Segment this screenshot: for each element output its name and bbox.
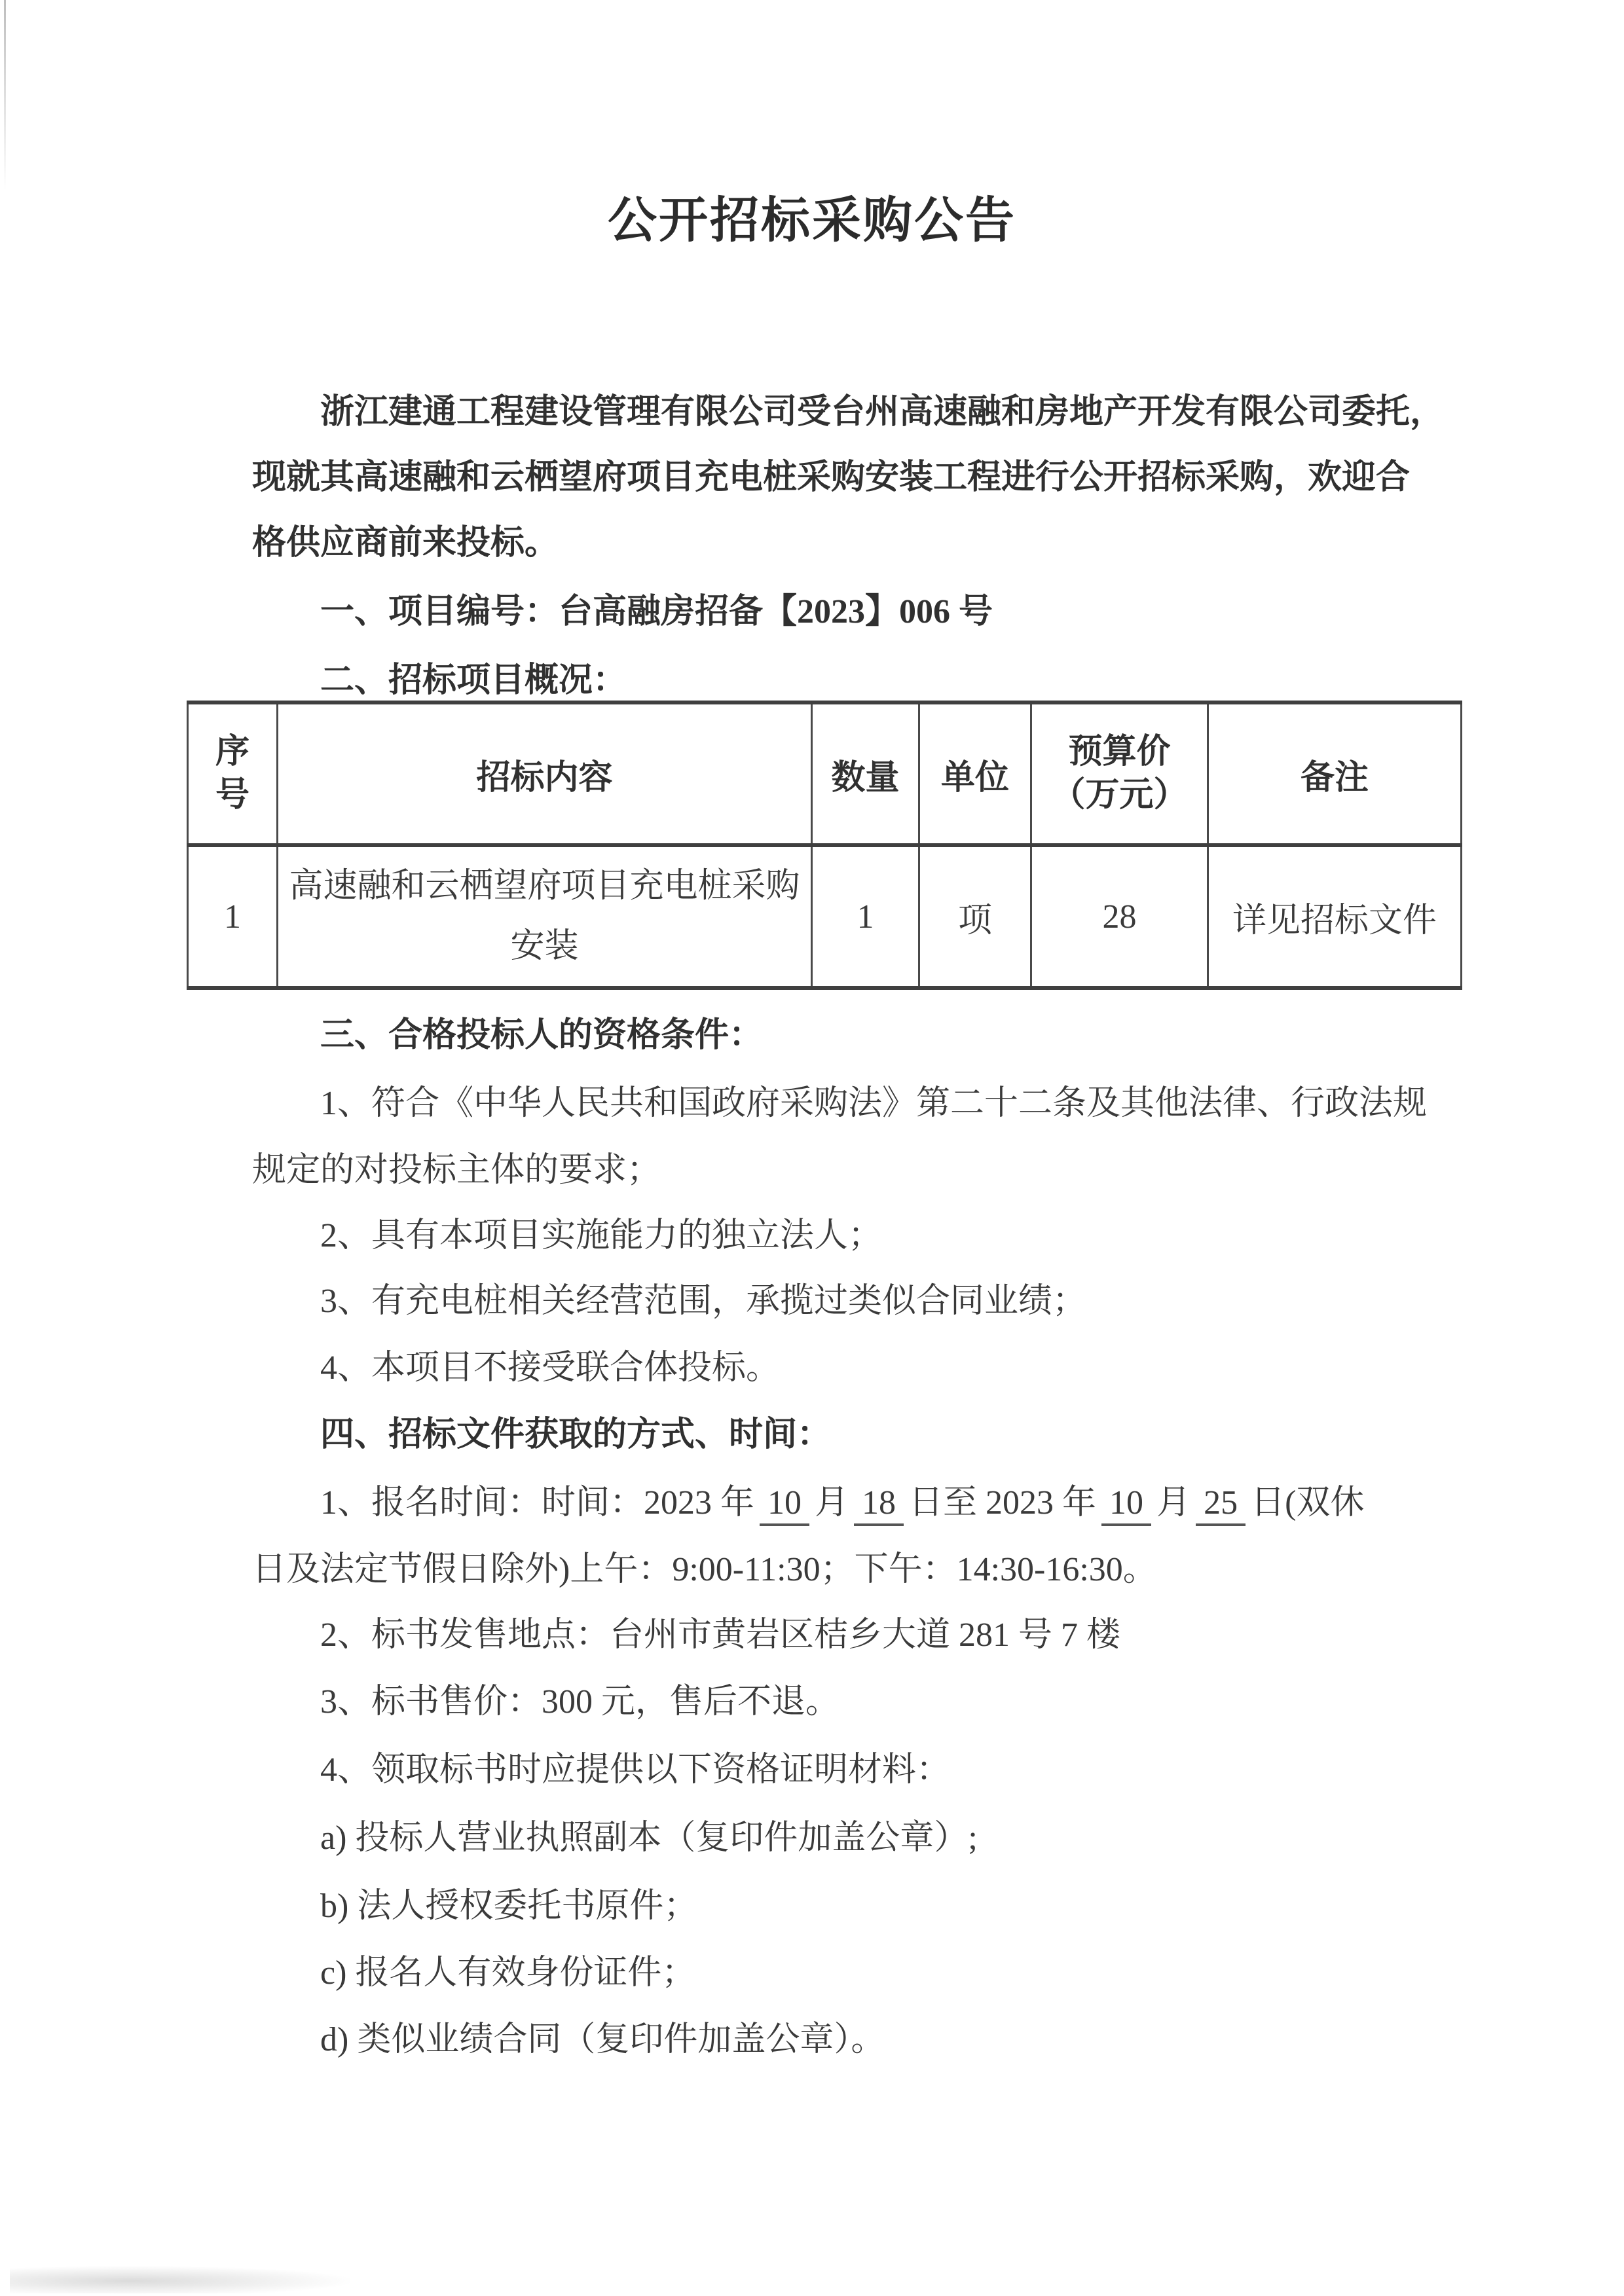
cell-quantity: 1	[812, 845, 919, 988]
section3-item4: 4、本项目不接受联合体投标。	[320, 1349, 781, 1387]
section4-item4: 4、领取标书时应提供以下资格证明材料：	[320, 1751, 951, 1789]
header-seq	[188, 702, 278, 845]
cell-unit: 项	[919, 845, 1031, 988]
header-remark: 备注	[1208, 702, 1462, 845]
cell-content-line1: 高速融和云栖望府项目充电桩采购	[289, 867, 800, 905]
cell-remark: 详见招标文件	[1208, 845, 1462, 988]
header-budget-line2: （万元）	[1051, 776, 1188, 814]
section4-item1-line2: 日及法定节假日除外)上午：9:00-11:30；下午：14:30-16:30。	[252, 1551, 1157, 1588]
date-segment: 月	[815, 1484, 849, 1522]
intro-line-3: 格供应商前来投标。	[252, 524, 559, 562]
section4-item2: 2、标书发售地点：台州市黄岩区桔乡大道 281 号 7 楼	[320, 1616, 1121, 1654]
section4-sub-item-d: d) 类似业绩合同（复印件加盖公章）。	[320, 2021, 885, 2058]
intro-line-2: 现就其高速融和云栖望府项目充电桩采购安装工程进行公开招标采购，欢迎合	[252, 459, 1411, 496]
section3-item3: 3、有充电桩相关经营范围，承揽过类似合同业绩；	[320, 1283, 1087, 1320]
header-content: 招标内容	[278, 702, 812, 845]
table-row	[188, 845, 1462, 988]
cell-budget: 28	[1031, 845, 1208, 988]
date-segment: 日至 2023 年	[909, 1484, 1097, 1522]
page-title: 公开招标采购公告	[607, 194, 1016, 248]
header-seq-line1: 序	[215, 733, 249, 771]
section4-sub-item-b: b) 法人授权委托书原件；	[320, 1887, 698, 1925]
cell-content	[278, 845, 812, 988]
section1-project-number: 一、项目编号：台高融房招备【2023】006 号	[320, 593, 993, 630]
project-overview-table	[187, 701, 1460, 990]
header-seq-line2: 号	[215, 776, 249, 814]
cell-seq: 1	[188, 845, 278, 988]
section2-heading: 二、招标项目概况：	[320, 662, 627, 699]
scan-edge-artifact	[4, 0, 6, 190]
section4-item3: 3、标书售价：300 元，售后不退。	[320, 1683, 840, 1721]
section4-heading: 四、招标文件获取的方式、时间：	[320, 1416, 832, 1453]
end-day-blank: 25	[1196, 1483, 1246, 1526]
scan-smudge-artifact	[10, 2266, 350, 2293]
start-day-blank: 18	[854, 1483, 904, 1526]
intro-line-1: 浙江建通工程建设管理有限公司受台州高速融和房地产开发有限公司委托，	[320, 393, 1445, 431]
table-header-row	[188, 702, 1462, 845]
header-budget-line1: 预算价	[1068, 733, 1171, 771]
date-segment: 月	[1156, 1484, 1191, 1522]
date-segment: 1、报名时间：时间：2023 年	[320, 1484, 755, 1522]
date-segment: 日(双休	[1251, 1484, 1365, 1522]
section3-heading: 三、合格投标人的资格条件：	[320, 1017, 764, 1054]
header-quantity: 数量	[812, 702, 919, 845]
section4-sub-item-c: c) 报名人有效身份证件；	[320, 1954, 696, 1992]
section3-item1-line2: 规定的对投标主体的要求；	[252, 1152, 661, 1189]
section4-item1-line1	[252, 1469, 1492, 1537]
header-budget	[1031, 702, 1208, 845]
start-month-blank: 10	[760, 1483, 809, 1526]
section4-sub-item-a: a) 投标人营业执照副本（复印件加盖公章）;	[320, 1819, 978, 1857]
section3-item1-line1: 1、符合《中华人民共和国政府采购法》第二十二条及其他法律、行政法规	[320, 1085, 1428, 1122]
end-month-blank: 10	[1101, 1483, 1151, 1526]
header-unit: 单位	[919, 702, 1031, 845]
cell-content-line2: 安装	[510, 928, 579, 965]
section3-item2: 2、具有本项目实施能力的独立法人；	[320, 1217, 883, 1254]
